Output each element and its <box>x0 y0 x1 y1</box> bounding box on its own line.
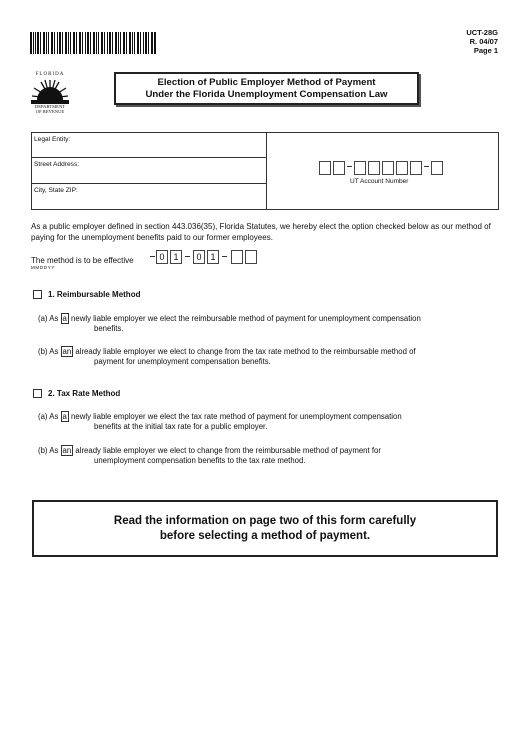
logo-state: FLORIDA <box>35 72 65 77</box>
tax-rate-method-heading: 2. Tax Rate Method <box>48 389 121 398</box>
option-a-prefix: (a) As <box>38 412 61 421</box>
option-b-prefix: (b) As <box>38 446 61 455</box>
option-b-box: an <box>62 446 72 455</box>
option-b-box: an <box>62 347 72 356</box>
option-a-prefix: (a) As <box>38 314 61 323</box>
date-separator <box>222 256 227 257</box>
date-digit-cell[interactable] <box>231 250 243 264</box>
sun-emblem-icon <box>31 78 69 104</box>
reimbursable-method-heading: 1. Reimbursable Method <box>48 290 141 299</box>
page-number: Page 1 <box>473 46 498 55</box>
reimbursable-method-checkbox[interactable] <box>33 290 42 299</box>
legal-entity-field[interactable] <box>32 133 266 158</box>
account-separator <box>424 166 429 167</box>
title-line2: Under the Florida Unemployment Compensation Law <box>145 88 388 100</box>
tax-rate-method-checkbox[interactable] <box>33 389 42 398</box>
reimbursable-option-b <box>38 346 416 367</box>
date-digit-cell[interactable]: 0 <box>193 250 205 264</box>
legal-entity-label: Legal Entity: <box>34 136 71 143</box>
option-a-box: a <box>62 314 67 323</box>
date-separator <box>185 256 190 257</box>
street-address-field[interactable] <box>32 158 266 184</box>
logo-dept-line2: OF REVENUE <box>35 109 65 114</box>
tax-rate-option-a <box>38 411 402 432</box>
date-digit-cell[interactable]: 1 <box>207 250 219 264</box>
option-a-text-cont: benefits. <box>94 324 124 333</box>
barcode <box>30 32 156 54</box>
tax-rate-option-b <box>38 445 381 466</box>
street-address-label: Street Address: <box>34 161 80 168</box>
account-digit-cell[interactable] <box>396 161 408 175</box>
title-line1: Election of Public Employer Method of Payment <box>157 76 376 88</box>
account-digit-cell[interactable] <box>368 161 380 175</box>
logo-dept-line1: DEPARTMENT <box>34 104 66 109</box>
date-separator <box>150 256 155 257</box>
effective-date-label: The method is to be effective <box>31 256 134 265</box>
notice-line1: Read the information on page two of this form carefully <box>113 514 417 527</box>
city-state-zip-field[interactable] <box>32 184 266 210</box>
form-number: UCT-28G <box>466 28 498 37</box>
account-digit-cell[interactable] <box>354 161 366 175</box>
option-b-text-cont: unemployment compensation benefits to the tax rate method. <box>94 456 306 465</box>
option-a-text: newly liable employer we elect the reimbursable method of payment for unemployment compensation <box>68 314 421 323</box>
notice-box <box>32 500 498 557</box>
date-format-hint: MMDDYY <box>31 265 56 270</box>
form-revision: R. 04/07 <box>469 37 498 46</box>
reimbursable-method-option[interactable] <box>33 290 140 299</box>
date-digit-cell[interactable]: 1 <box>170 250 182 264</box>
option-a-box: a <box>62 412 67 421</box>
department-logo <box>28 72 72 122</box>
form-title <box>114 72 419 105</box>
option-a-text: newly liable employer we elect the tax rate method of payment for unemployment compensation <box>68 412 402 421</box>
employer-info-box <box>31 132 499 210</box>
date-digit-cell[interactable]: 0 <box>156 250 168 264</box>
address-fields <box>32 133 267 209</box>
account-digit-cell[interactable] <box>333 161 345 175</box>
intro-paragraph: As a public employer defined in section 443.036(35), Florida Statutes, we hereby elect the option checked below as our method of paying for the unemployment benefits paid to our former employees. <box>31 222 491 242</box>
account-digit-cell[interactable] <box>431 161 443 175</box>
option-b-text: already liable employer we elect to change from the tax rate method to the reimbursable method of <box>73 347 416 356</box>
account-digit-cell[interactable] <box>410 161 422 175</box>
option-a-text-cont: benefits at the initial tax rate for a public employer. <box>94 422 268 431</box>
account-separator <box>347 166 352 167</box>
notice-line2: before selecting a method of payment. <box>159 529 371 542</box>
account-number-label: UT Account Number <box>350 178 409 185</box>
option-b-text: already liable employer we elect to change from the reimbursable method of payment for <box>73 446 381 455</box>
option-b-text-cont: payment for unemployment compensation benefits. <box>94 357 271 366</box>
tax-rate-method-option[interactable] <box>33 389 120 398</box>
account-digit-cell[interactable] <box>319 161 331 175</box>
date-digit-cell[interactable] <box>245 250 257 264</box>
reimbursable-option-a <box>38 313 421 334</box>
form-identifier <box>466 28 498 55</box>
account-digit-cell[interactable] <box>382 161 394 175</box>
option-b-prefix: (b) As <box>38 347 61 356</box>
city-state-zip-label: City, State ZIP: <box>34 187 78 194</box>
